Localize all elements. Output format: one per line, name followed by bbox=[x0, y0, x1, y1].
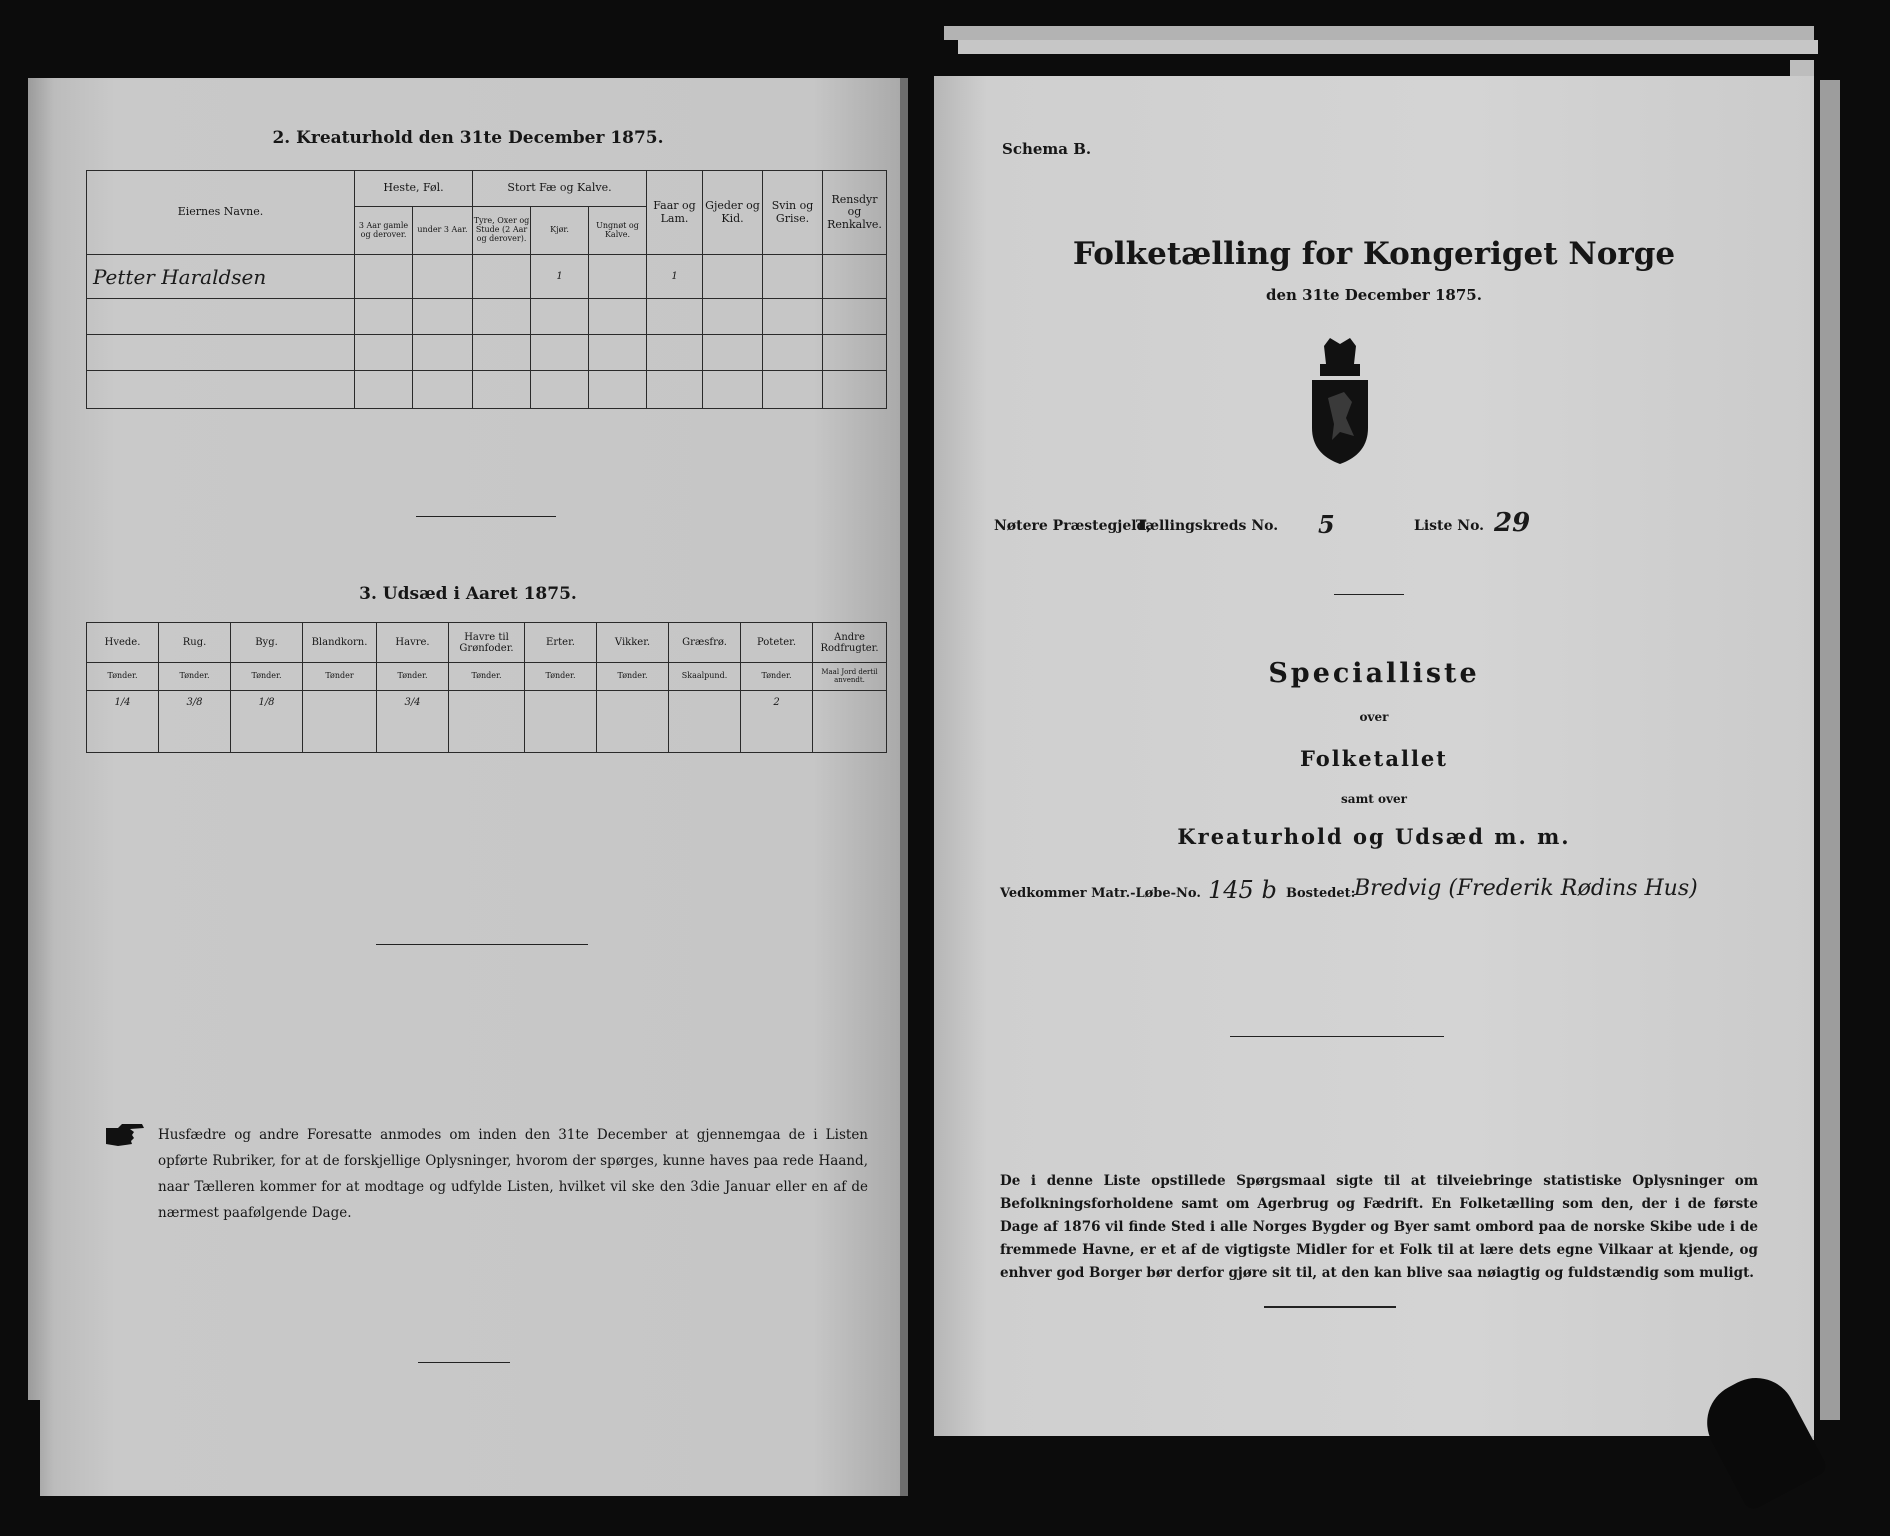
divider-4 bbox=[1334, 594, 1404, 595]
col-reindeer-header: Rensdyr og Renkalve. bbox=[823, 171, 887, 255]
udsaed-unit-9: Skaalpund. bbox=[669, 663, 741, 691]
udsaed-unit-6: Tønder. bbox=[449, 663, 525, 691]
kreds-label: Tællingskreds No. bbox=[1136, 518, 1279, 534]
udsaed-value-11 bbox=[813, 691, 887, 753]
census-date: den 31te December 1875. bbox=[1266, 286, 1482, 304]
udsaed-unit-4: Tønder bbox=[303, 663, 377, 691]
col-bulls: Tyre, Oxer og Stude (2 Aar og derover). bbox=[473, 207, 531, 255]
udsaed-value-1: 1/4 bbox=[87, 691, 159, 753]
udsaed-value-4 bbox=[303, 691, 377, 753]
cows-value: 1 bbox=[531, 255, 589, 299]
over-label: over bbox=[1359, 710, 1389, 724]
schema-label: Schema B. bbox=[1002, 140, 1092, 158]
udsaed-table bbox=[86, 622, 887, 753]
udsaed-col-5: Havre. bbox=[377, 623, 449, 663]
udsaed-unit-11: Maal Jord dertil anvendt. bbox=[813, 663, 887, 691]
page-corner-shadow bbox=[0, 1400, 40, 1536]
folketallet-label: Folketallet bbox=[1300, 746, 1448, 771]
divider-2 bbox=[376, 944, 588, 945]
coat-of-arms-icon bbox=[1294, 336, 1386, 466]
location-line bbox=[994, 508, 1794, 546]
divider-3 bbox=[418, 1362, 510, 1363]
udsaed-col-4: Blandkorn. bbox=[303, 623, 377, 663]
kreaturhold-table bbox=[86, 170, 887, 409]
udsaed-col-11: Andre Rodfrugter. bbox=[813, 623, 887, 663]
udsaed-value-2: 3/8 bbox=[159, 691, 231, 753]
liste-number: 29 bbox=[1494, 508, 1531, 538]
col-horses-header: Heste, Føl. bbox=[355, 171, 473, 207]
left-notice: Husfædre og andre Foresatte anmodes om inden den 31te December at gjennemgaa de i Listen opførte Rubriker, for at de forskjellige Oplysninger, hvorom der spørges, kunne haves paa rede Haand, naar Tælleren kommer for at modtage og udfylde Listen, hvilket vil ske den 3die Januar eller en af de nærmest paafølgende Dage. bbox=[158, 1127, 868, 1221]
census-title: Folketælling for Kongeriget Norge bbox=[1072, 236, 1676, 272]
table-row bbox=[87, 691, 887, 753]
udsaed-value-5: 3/4 bbox=[377, 691, 449, 753]
udsaed-unit-3: Tønder. bbox=[231, 663, 303, 691]
udsaed-unit-7: Tønder. bbox=[525, 663, 597, 691]
udsaed-col-8: Vikker. bbox=[597, 623, 669, 663]
specialliste-title: Specialliste bbox=[1268, 658, 1480, 689]
udsaed-col-10: Poteter. bbox=[741, 623, 813, 663]
pointing-hand-icon bbox=[104, 1120, 146, 1150]
col-sheep-header: Faar og Lam. bbox=[647, 171, 703, 255]
col-pigs-header: Svin og Grise. bbox=[763, 171, 823, 255]
matrikkel-line bbox=[1000, 876, 1810, 912]
udsaed-col-9: Græsfrø. bbox=[669, 623, 741, 663]
owner-name: Petter Haraldsen bbox=[87, 255, 355, 299]
udsaed-value-10: 2 bbox=[741, 691, 813, 753]
udsaed-col-3: Byg. bbox=[231, 623, 303, 663]
stacked-page-edge bbox=[1820, 80, 1840, 1420]
prestegjeld-label: Nøtere Præstegjeld, bbox=[994, 518, 1152, 534]
liste-label: Liste No. bbox=[1414, 518, 1485, 534]
udsaed-value-9 bbox=[669, 691, 741, 753]
udsaed-col-1: Hvede. bbox=[87, 623, 159, 663]
right-page bbox=[934, 76, 1814, 1436]
sheep-value: 1 bbox=[647, 255, 703, 299]
samt-over-label: samt over bbox=[1341, 792, 1407, 806]
col-young-cattle: Ungnøt og Kalve. bbox=[589, 207, 647, 255]
stacked-page-edge bbox=[958, 40, 1818, 54]
kreaturhold-title: 2. Kreaturhold den 31te December 1875. bbox=[272, 128, 664, 148]
udsaed-value-6 bbox=[449, 691, 525, 753]
udsaed-col-2: Rug. bbox=[159, 623, 231, 663]
divider-5 bbox=[1230, 1036, 1444, 1037]
kreds-number: 5 bbox=[1318, 510, 1335, 539]
udsaed-unit-5: Tønder. bbox=[377, 663, 449, 691]
udsaed-unit-1: Tønder. bbox=[87, 663, 159, 691]
divider-1 bbox=[416, 516, 556, 517]
udsaed-unit-2: Tønder. bbox=[159, 663, 231, 691]
bosted-label: Bostedet: bbox=[1286, 886, 1356, 901]
divider-6 bbox=[1264, 1306, 1396, 1308]
udsaed-value-7 bbox=[525, 691, 597, 753]
kreaturhold-label: Kreaturhold og Udsæd m. m. bbox=[1177, 824, 1571, 849]
bosted-value: Bredvig (Frederik Rødins Hus) bbox=[1354, 876, 1698, 901]
udsaed-title: 3. Udsæd i Aaret 1875. bbox=[359, 584, 577, 604]
udsaed-col-7: Erter. bbox=[525, 623, 597, 663]
matr-label: Vedkommer Matr.-Løbe-No. bbox=[1000, 886, 1201, 901]
left-page bbox=[28, 78, 908, 1496]
col-cattle-header: Stort Fæ og Kalve. bbox=[473, 171, 647, 207]
matr-number: 145 b bbox=[1208, 876, 1277, 904]
col-goats-header: Gjeder og Kid. bbox=[703, 171, 763, 255]
col-horses-young: under 3 Aar. bbox=[413, 207, 473, 255]
udsaed-value-8 bbox=[597, 691, 669, 753]
right-notice: De i denne Liste opstillede Spørgsmaal sigte til at tilveiebringe statistiske Oplysninger om Befolkningsforholdene samt om Agerbrug og Fædrift. En Folketælling som den, der i de første Dage af 1876 vil finde Sted i alle Norges Bygder og Byer samt ombord paa de norske Skibe ude i de fremmede Havne, er et af de vigtigste Midler for et Folk til at lære dets egne Vilkaar at kjende, og enhver god Borger bør derfor gjøre sit til, at den kan blive saa nøiagtig og fuldstændig som muligt. bbox=[1000, 1173, 1758, 1281]
table-row bbox=[87, 255, 887, 299]
col-names-header: Eiernes Navne. bbox=[87, 171, 355, 255]
col-cows: Kjør. bbox=[531, 207, 589, 255]
udsaed-unit-8: Tønder. bbox=[597, 663, 669, 691]
udsaed-col-6: Havre til Grønfoder. bbox=[449, 623, 525, 663]
udsaed-unit-10: Tønder. bbox=[741, 663, 813, 691]
stacked-page-edge bbox=[944, 26, 1814, 40]
col-horses-old: 3 Aar gamle og derover. bbox=[355, 207, 413, 255]
udsaed-value-3: 1/8 bbox=[231, 691, 303, 753]
